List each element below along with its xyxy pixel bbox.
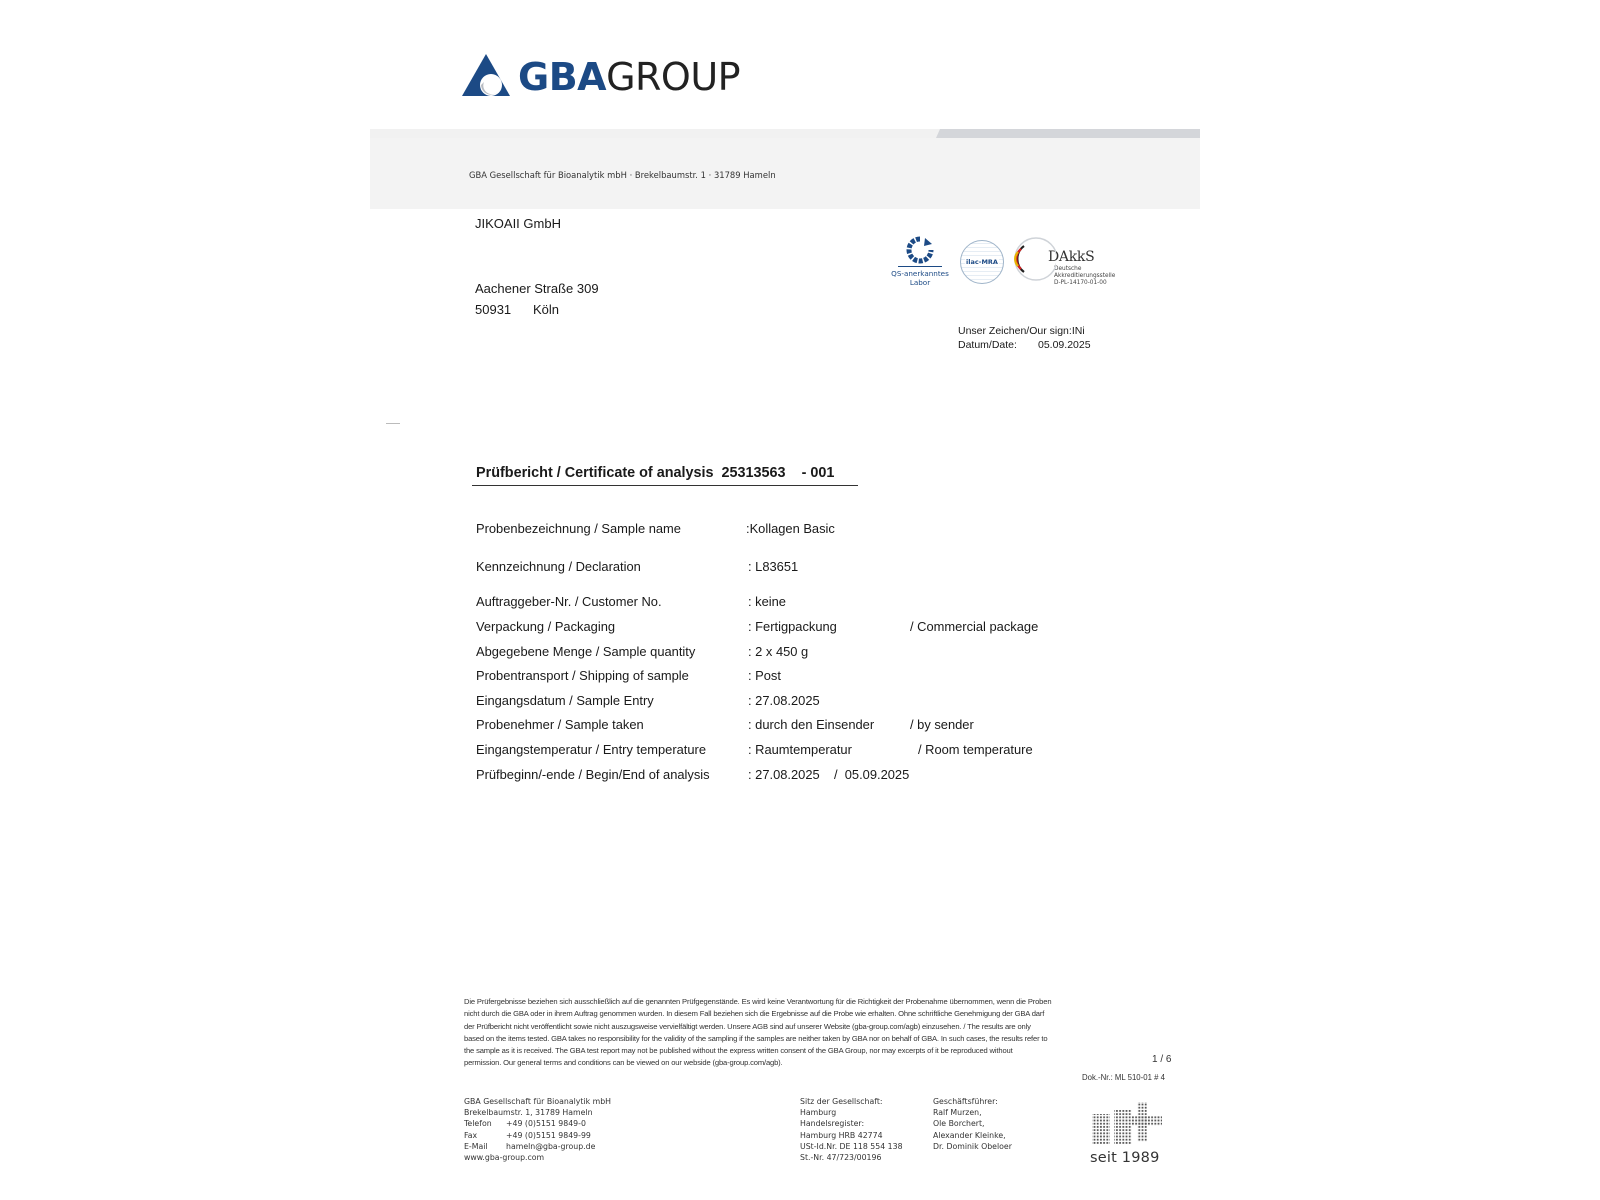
- footer-company: [464, 1096, 611, 1163]
- footer-management-label: Geschäftsführer:: [933, 1097, 998, 1106]
- report-date: [958, 339, 1091, 351]
- footer-registry: [800, 1096, 903, 1163]
- report-number: 25313563: [721, 465, 786, 481]
- field-label: Verpackung / Packaging: [476, 619, 616, 634]
- footer-email: hameln@gba-group.de: [506, 1141, 596, 1151]
- footer-fax: +49 (0)5151 9849-99: [506, 1130, 591, 1140]
- footer-email-label: E-Mail: [464, 1141, 488, 1151]
- disclaimer-line: the sample as it is received. The GBA test report may not be published without the express written consent of the GBA Group, nor may excerpts of it be reproduced without: [464, 1046, 1013, 1056]
- field-value: : keine: [748, 594, 786, 609]
- field-label: Kennzeichnung / Declaration: [476, 559, 641, 574]
- footer-seat-label: Sitz der Gesellschaft:: [800, 1097, 883, 1106]
- field-label: Eingangsdatum / Sample Entry: [476, 693, 654, 708]
- recipient-company: JIKOAII GmbH: [475, 216, 561, 231]
- qs-label-line1: QS-anerkanntes: [891, 269, 949, 278]
- footer-manager: Dr. Dominik Obeloer: [933, 1141, 1012, 1151]
- footer-phone-label: Telefon: [464, 1119, 492, 1129]
- recipient-city: Köln: [533, 302, 560, 317]
- field-value: : 27.08.2025 / 05.09.2025: [748, 767, 910, 782]
- disclaimer-line: nicht durch die GBA oder in ihrem Auftrag genommen wurden. In diesem Fall beziehen sich die Ergebnisse auf die Probe wie erhalten. Ohne schriftliche Genehmigung der GBA darf: [464, 1009, 1045, 1019]
- ilac-label: ilac-MRA: [966, 258, 998, 266]
- page-number: 1 / 6: [1152, 1054, 1172, 1065]
- dakks-line2: Akkreditierungsstelle: [1054, 272, 1116, 279]
- field-label: Probentransport / Shipping of sample: [476, 668, 689, 683]
- our-sign: [958, 325, 1085, 337]
- footer-manager: Ralf Murzen,: [933, 1108, 982, 1118]
- qs-logo: [888, 236, 952, 288]
- footer-company-name: GBA Gesellschaft für Bioanalytik mbH: [464, 1097, 612, 1106]
- field-value: : durch den Einsender: [748, 717, 875, 732]
- footer-register-label: Handelsregister:: [800, 1119, 865, 1129]
- field-value: : Post: [748, 668, 781, 683]
- disclaimer-line: Die Prüfergebnisse beziehen sich ausschließlich auf die genannten Prüfgegenstände. Es wird keine Verantwortung für die Richtigkeit der Probenahme übernommen, wenn die Proben: [464, 997, 1052, 1006]
- recipient-postal-code: 50931: [475, 302, 512, 317]
- ilac-globe-icon: [960, 240, 1004, 284]
- dakks-line3: D-PL-14170-01-00: [1054, 279, 1107, 286]
- qs-recycle-icon: [888, 236, 952, 266]
- footer-website: www.gba-group.com: [464, 1153, 545, 1163]
- disclaimer-line: der Prüfbericht nicht veröffentlicht sowie nicht auszugsweise vervielfältigt werden. Unsere AGB sind auf unserer Website (gba-group.com/agb) einzusehen. / The results are only: [464, 1021, 1031, 1031]
- legal-disclaimer: [464, 996, 1084, 1070]
- field-value: :Kollagen Basic: [746, 521, 835, 536]
- gba-triangle-icon: [460, 52, 512, 98]
- footer-tax: St.-Nr. 47/723/00196: [800, 1153, 882, 1163]
- logo-brand-light: GROUP: [606, 55, 741, 99]
- dakks-logo: [1012, 236, 1115, 287]
- field-value: : L83651: [748, 559, 799, 574]
- since-1989-dots-icon: [1090, 1100, 1166, 1146]
- disclaimer-line: permission. Our general terms and conditions can be viewed on our webside (gba-group.com/agb).: [464, 1058, 783, 1068]
- footer-company-address: Brekelbaumstr. 1, 31789 Hameln: [464, 1108, 593, 1118]
- title-underline: [472, 485, 858, 486]
- report-date-label: Datum/Date:: [958, 339, 1017, 351]
- disclaimer-line: based on the items tested. GBA takes no responsibility for the validity of the sampling if the samples are neither taken by GBA nor on behalf of GBA. In such cases, the results refer to: [464, 1033, 1048, 1043]
- footer-vat: USt-Id.Nr. DE 118 554 138: [800, 1141, 903, 1151]
- logo-brand-bold: GBA: [518, 55, 607, 99]
- document-number: Dok.-Nr.: ML 510-01 # 4: [1082, 1073, 1165, 1082]
- footer-register: Hamburg HRB 42774: [800, 1130, 883, 1140]
- fold-mark: [386, 423, 400, 424]
- report-suffix: - 001: [801, 465, 835, 481]
- field-extra: / Room temperature: [918, 742, 1033, 757]
- field-label: Eingangstemperatur / Entry temperature: [476, 742, 706, 757]
- dakks-line1: Deutsche: [1054, 266, 1082, 272]
- qs-label-line2: Labor: [909, 278, 931, 288]
- field-value: : Fertigpackung: [748, 619, 837, 634]
- footer-seat: Hamburg: [800, 1108, 837, 1118]
- field-value: : 27.08.2025: [748, 693, 820, 708]
- field-extra: / Commercial package: [910, 619, 1039, 634]
- dakks-title: DAkkS: [1048, 249, 1095, 265]
- footer-phone: +49 (0)5151 9849-0: [506, 1119, 586, 1129]
- recipient-street: Aachener Straße 309: [475, 281, 599, 296]
- footer-manager: Alexander Kleinke,: [933, 1130, 1006, 1140]
- footer-fax-label: Fax: [464, 1130, 478, 1140]
- field-label: Auftraggeber-Nr. / Customer No.: [476, 594, 662, 609]
- footer-management: [933, 1096, 1012, 1152]
- our-sign-label: Unser Zeichen/Our sign:: [958, 325, 1072, 337]
- header-band-accent: [936, 129, 1200, 138]
- report-date-value: 05.09.2025: [1038, 339, 1091, 351]
- our-sign-value: INi: [1071, 325, 1085, 337]
- dakks-rings-icon: [1012, 236, 1052, 280]
- report-title-prefix: Prüfbericht / Certificate of analysis: [476, 465, 714, 481]
- accreditation-logos: [888, 236, 1115, 288]
- since-1989-label: seit 1989: [1090, 1150, 1160, 1166]
- sender-address-line: GBA Gesellschaft für Bioanalytik mbH · Brekelbaumstr. 1 · 31789 Hameln: [469, 170, 776, 180]
- field-value: : Raumtemperatur: [748, 742, 852, 757]
- field-value: : 2 x 450 g: [748, 644, 809, 659]
- field-extra: / by sender: [910, 717, 974, 732]
- field-label: Prüfbeginn/-ende / Begin/End of analysis: [476, 767, 710, 782]
- field-label: Abgegebene Menge / Sample quantity: [476, 644, 696, 659]
- report-title: [476, 465, 834, 481]
- field-label: Probenbezeichnung / Sample name: [476, 521, 681, 536]
- gba-group-logo: [460, 52, 740, 98]
- footer-manager: Ole Borchert,: [933, 1119, 985, 1129]
- field-label: Probenehmer / Sample taken: [476, 717, 644, 732]
